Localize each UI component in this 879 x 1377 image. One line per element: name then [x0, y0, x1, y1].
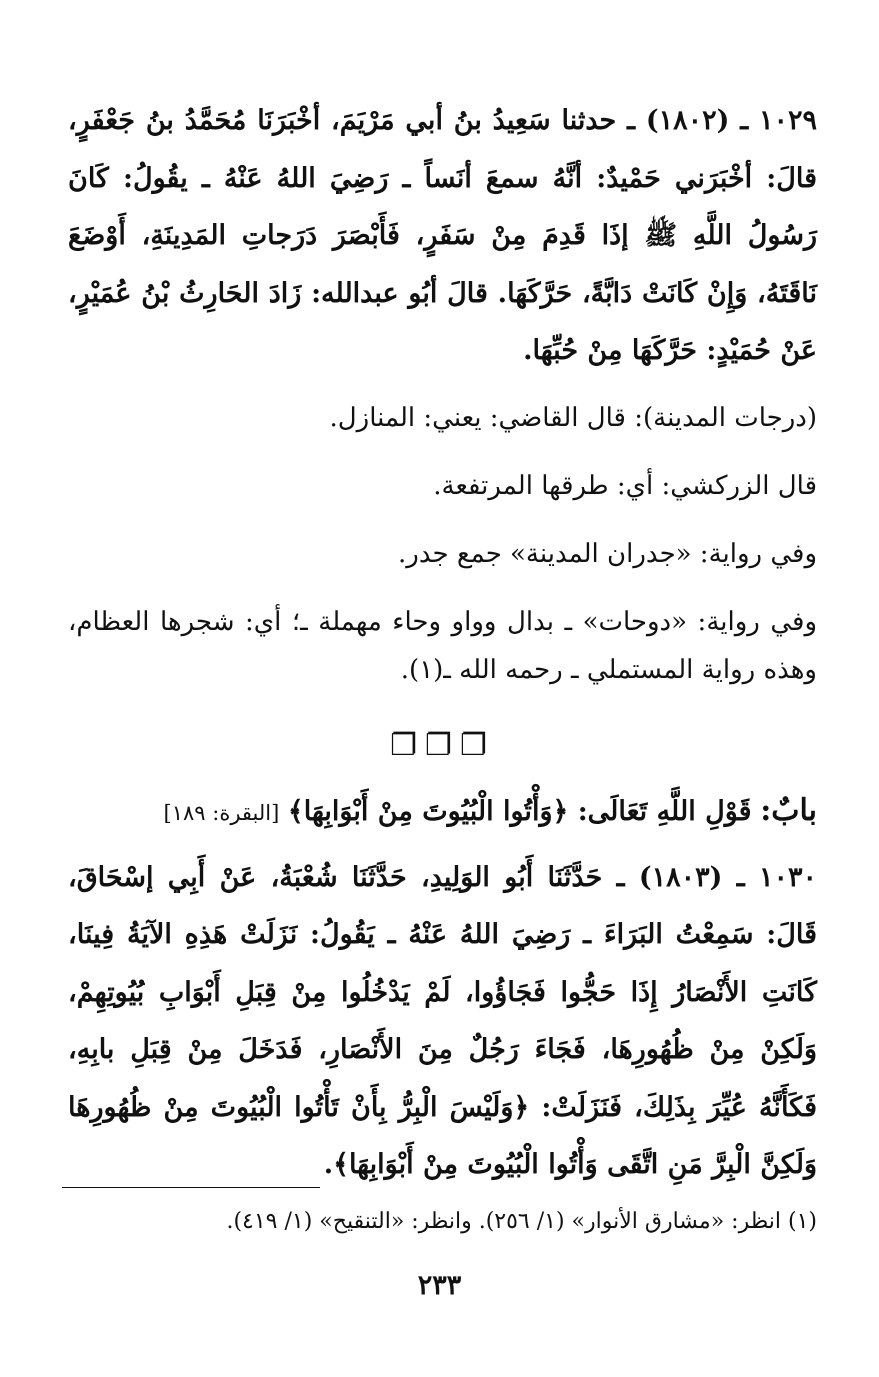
note-riwaya-dawhat: وفي رواية: «دوحات» ـ بدال وواو وحاء مهملة ـ؛ أي: شجرها العظام، وهذه رواية المستملي ـ رحمه الله ـ(١).	[68, 606, 817, 685]
quran-reference: [البقرة: ١٨٩]	[163, 800, 280, 825]
note-darajat-almadina: (درجات المدينة): قال القاضي: يعني: المنازل.	[329, 402, 817, 433]
hadith-1030-paragraph: ١٠٣٠ ـ (١٨٠٣) ـ حَدَّثَنَا أَبُو الوَلِيدِ، حَدَّثَنَا شُعْبَةُ، عَنْ أَبِي إسْحَاقَ، قَالَ: سَمِعْتُ البَرَاءَ ـ رَضِيَ اللهُ عَنْهُ ـ يَقُولُ: نَزَلَتْ هَذِهِ الآيَةُ فِينَا، كَانَتِ الأَنْصَارُ إِذَا حَجُّوا فَجَاؤُوا، لَمْ يَدْخُلُوا مِنْ قِبَلِ أَبْوَابِ بُيُوتِهِمْ، وَلَكِنْ مِنْ ظُهُورِهَا، فَجَاءَ رَجُلٌ مِنَ الأَنْصَارِ، فَدَخَلَ مِنْ قِبَلِ بابِهِ، فَكَأَنَّهُ عُيِّرَ بِذَلِكَ، فَنَزَلَتْ: ﴿وَلَيْسَ الْبِرُّ بِأَنْ تَأْتُوا الْبُيُوتَ مِنْ ظُهُورِهَا وَلَكِنَّ الْبِرَّ مَنِ اتَّقَى وَأْتُوا الْبُيُوتَ مِنْ أَبْوَابِهَا﴾.	[68, 861, 817, 1180]
footnote-divider	[62, 1187, 320, 1188]
note-riwaya-judran: وفي رواية: «جدران المدينة» جمع جدر.	[398, 538, 817, 569]
bab-label: بابٌ:	[760, 792, 817, 828]
bab-title: قَوْلِ اللَّهِ تَعَالَى: ﴿وَأْتُوا الْبُيُوتَ مِنْ أَبْوَابِهَا﴾	[287, 795, 752, 827]
section-separator: ❐❐❐	[390, 727, 495, 763]
note-zarkashi: قال الزركشي: أي: طرقها المرتفعة.	[433, 470, 817, 501]
page-number: ٢٣٣	[417, 1270, 462, 1301]
bab-heading	[68, 785, 817, 839]
hadith-1029-paragraph: ١٠٢٩ ـ (١٨٠٢) ـ حدثنا سَعِيدُ بنُ أبي مَرْيَمَ، أخْبَرَنَا مُحَمَّدُ بنُ جَعْفَرٍ، قالَ: أخْبَرَني حَمْيدٌ: أنَّهُ سمعَ أنَساً ـ رَضِيَ اللهُ عَنْهُ ـ يقُولُ: كَانَ رَسُولُ اللَّهِ ﷺ إذَا قَدِمَ مِنْ سَفَرٍ، فَأَبْصَرَ دَرَجاتِ المَدِينَةِ، أَوْضَعَ نَاقَتَهُ، وَإِنْ كَانَتْ دَابَّةً، حَرَّكَهَا. قالَ أبُو عبدالله: زَادَ الحَارِثُ بْنُ عُمَيْرٍ، عَنْ حُمَيْدٍ: حَرَّكَهَا مِنْ حُبِّهَا.	[68, 105, 817, 366]
footnote: (١) انظر: «مشارق الأنوار» (١/ ٢٥٦). وانظر: «التنقيح» (١/ ٤١٩).	[226, 1209, 817, 1234]
